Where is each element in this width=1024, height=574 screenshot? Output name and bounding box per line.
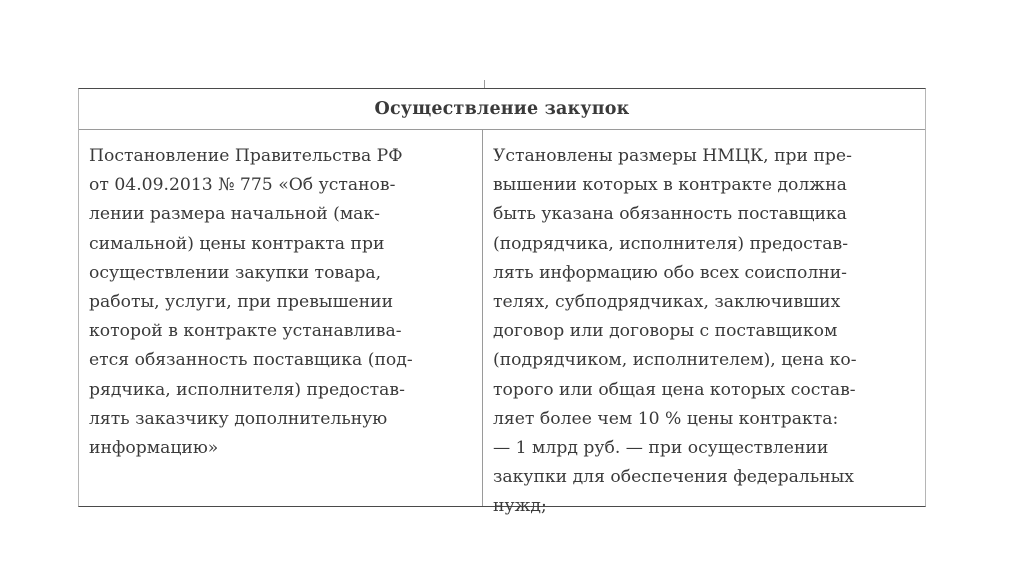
left-cell-line: которой в контракте устанавлива- xyxy=(89,321,402,342)
regulation-table xyxy=(78,88,926,517)
right-cell-line: закупки для обеспечения федеральных xyxy=(493,467,855,488)
left-cell-line: от 04.09.2013 № 775 «Об установ- xyxy=(89,175,396,196)
column-divider xyxy=(482,129,483,506)
table-header-row xyxy=(79,89,925,130)
right-cell-line: договор или договоры с поставщиком xyxy=(493,321,838,342)
right-cell-line: торого или общая цена которых состав- xyxy=(493,379,856,400)
right-cell-line: лять информацию обо всех соисполни- xyxy=(493,262,847,283)
right-cell-line: Установлены размеры НМЦК, при пре- xyxy=(493,146,852,166)
right-cell-line: (подрядчика, исполнителя) предостав- xyxy=(493,233,849,254)
right-cell-line: нужд; xyxy=(493,496,547,517)
left-cell-line: Постановление Правительства РФ xyxy=(89,146,403,166)
left-cell-line: рядчика, исполнителя) предостав- xyxy=(89,379,405,400)
left-cell-text xyxy=(89,142,479,463)
left-cell-line: лении размера начальной (мак- xyxy=(89,204,380,225)
right-cell-line: — 1 млрд руб. — при осуществлении xyxy=(493,438,829,459)
right-cell-text xyxy=(493,142,923,522)
right-cell-line: вышении которых в контракте должна xyxy=(493,175,847,196)
left-cell-line: лять заказчику дополнительную xyxy=(89,408,388,429)
right-cell-line: телях, субподрядчиках, заключивших xyxy=(493,292,841,313)
table-header-title: Осуществление закупок xyxy=(374,99,630,119)
right-cell-line: быть указана обязанность поставщика xyxy=(493,204,847,225)
left-cell-line: информацию» xyxy=(89,438,219,459)
left-cell-line: ется обязанность поставщика (под- xyxy=(89,350,413,371)
right-cell-line: ляет более чем 10 % цены контракта: xyxy=(493,408,839,429)
left-cell-line: работы, услуги, при превышении xyxy=(89,292,394,313)
left-cell-line: осуществлении закупки товара, xyxy=(89,262,382,283)
left-cell-line: симальной) цены контракта при xyxy=(89,233,385,254)
right-cell-line: (подрядчиком, исполнителем), цена ко- xyxy=(493,350,857,371)
